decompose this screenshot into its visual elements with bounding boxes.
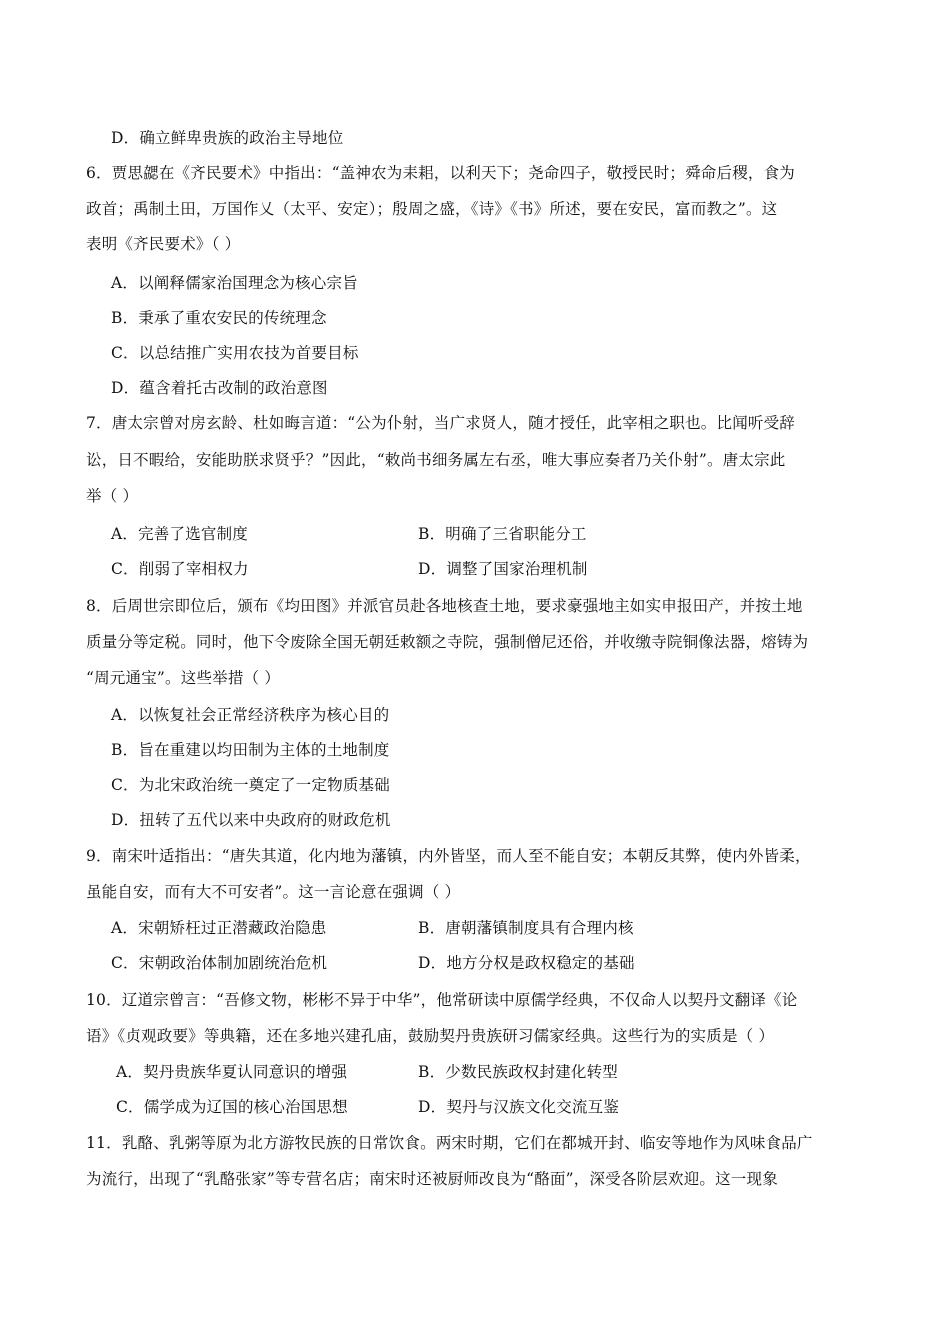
q9-option-b: B．唐朝藩镇制度具有合理内核 bbox=[418, 919, 634, 937]
q8-option-d: D．扭转了五代以来中央政府的财政危机 bbox=[111, 811, 391, 829]
q7-stem-line-1: 7．唐太宗曾对房玄龄、杜如晦言道：“公为仆射，当广求贤人，随才授任，此宰相之职也。比闻听受辞 bbox=[86, 414, 795, 432]
q8-stem-line-3: “周元通宝”。这些举措（ ） bbox=[86, 669, 281, 687]
q6-option-a: A．以阐释儒家治国理念为核心宗旨 bbox=[111, 274, 358, 292]
q9-stem-line-2: 虽能自安，而有大不可安者”。这一言论意在强调（ ） bbox=[86, 883, 461, 901]
q10-option-c: C．儒学成为辽国的核心治国思想 bbox=[116, 1098, 348, 1116]
q8-stem-line-2: 质量分等定税。同时，他下令废除全国无朝廷敕额之寺院，强制僧尼还俗，并收缴寺院铜像法器，熔铸为 bbox=[86, 633, 809, 651]
q7-stem-line-2: 讼，日不暇给，安能助朕求贤乎？”因此，“敕尚书细务属左右丞，唯大事应奏者乃关仆射”。唐太宗此 bbox=[86, 451, 786, 469]
q9-option-a: A．宋朝矫枉过正潜藏政治隐患 bbox=[111, 919, 327, 937]
q7-option-d: D．调整了国家治理机制 bbox=[418, 560, 588, 578]
q5-option-d: D．确立鲜卑贵族的政治主导地位 bbox=[111, 129, 344, 147]
q7-option-b: B．明确了三省职能分工 bbox=[418, 525, 587, 543]
q10-option-a: A．契丹贵族华夏认同意识的增强 bbox=[116, 1063, 348, 1081]
q6-option-c: C．以总结推广实用农技为首要目标 bbox=[111, 344, 359, 362]
q9-stem-line-1: 9．南宋叶适指出：“唐失其道，化内地为藩镇，内外皆坚，而人至不能自安；本朝反其弊，使内外皆柔， bbox=[86, 847, 811, 865]
q6-option-b: B．秉承了重农安民的传统理念 bbox=[111, 309, 327, 327]
q10-option-d: D．契丹与汉族文化交流互鉴 bbox=[418, 1098, 620, 1116]
q8-option-c: C．为北宋政治统一奠定了一定物质基础 bbox=[111, 776, 390, 794]
q8-option-a: A．以恢复社会正常经济秩序为核心目的 bbox=[111, 706, 390, 724]
q6-stem-line-3: 表明《齐民要术》（ ） bbox=[86, 235, 241, 253]
q7-stem-line-3: 举（ ） bbox=[86, 487, 139, 505]
q7-option-c: C．削弱了宰相权力 bbox=[111, 560, 249, 578]
q10-stem-line-2: 语》《贞观政要》等典籍，还在多地兴建孔庙，鼓励契丹贵族研习儒家经典。这些行为的实质是（ ） bbox=[86, 1027, 775, 1045]
q7-option-a: A．完善了选官制度 bbox=[111, 525, 248, 543]
q6-stem-line-1: 6．贾思勰在《齐民要术》中指出：“盖神农为耒耜，以利天下；尧命四子，敬授民时；舜命后稷，食为 bbox=[86, 164, 795, 182]
q11-stem-line-2: 为流行，出现了“乳酪张家”等专营名店；南宋时还被厨师改良为“酪面”，深受各阶层欢迎。这一现象 bbox=[86, 1170, 778, 1188]
q6-option-d: D．蕴含着托古改制的政治意图 bbox=[111, 379, 328, 397]
q10-stem-line-1: 10．辽道宗曾言：“吾修文物，彬彬不异于中华”，他常研读中原儒学经典，不仅命人以契丹文翻译《论 bbox=[86, 991, 798, 1009]
q8-option-b: B．旨在重建以均田制为主体的土地制度 bbox=[111, 741, 390, 759]
q10-option-b: B．少数民族政权封建化转型 bbox=[418, 1063, 618, 1081]
q6-stem-line-2: 政首；禹制土田，万国作乂（太平、安定）；殷周之盛，《诗》《书》所述，要在安民，富而教之”。这 bbox=[86, 200, 778, 218]
q9-option-d: D．地方分权是政权稳定的基础 bbox=[418, 954, 635, 972]
q11-stem-line-1: 11．乳酪、乳粥等原为北方游牧民族的日常饮食。两宋时期，它们在都城开封、临安等地作为风味食品广 bbox=[86, 1134, 813, 1152]
q9-option-c: C．宋朝政治体制加剧统治危机 bbox=[111, 954, 328, 972]
q8-stem-line-1: 8．后周世宗即位后，颁布《均田图》并派官员赴各地核查土地，要求豪强地主如实申报田产，并按土地 bbox=[86, 597, 803, 615]
